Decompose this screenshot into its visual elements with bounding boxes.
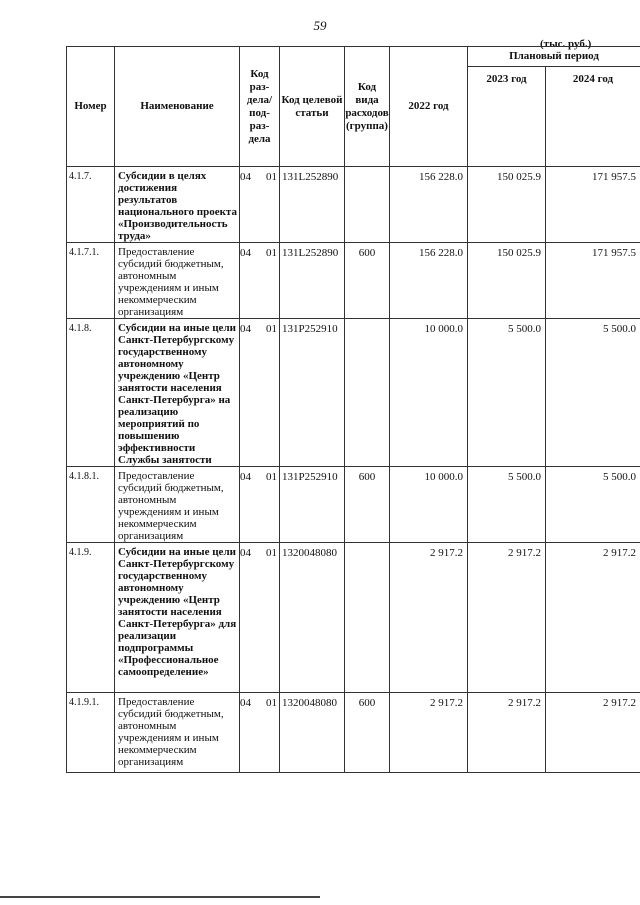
- footer-rule: [0, 896, 320, 898]
- row-value-2023: 2 917.2: [468, 543, 546, 693]
- row-value-2024: 2 917.2: [546, 543, 640, 693]
- row-number: 4.1.8.1.: [67, 467, 115, 543]
- row-expense-code: 600: [345, 693, 390, 773]
- table-row: [67, 243, 640, 319]
- page-number: 59: [313, 18, 327, 33]
- row-expense-code: [345, 319, 390, 467]
- header-2022: 2022 год: [390, 47, 468, 167]
- budget-table: [66, 46, 640, 773]
- table-row: [67, 543, 640, 693]
- row-expense-code: [345, 543, 390, 693]
- row-value-2022: 10 000.0: [390, 319, 468, 467]
- row-value-2022: 2 917.2: [390, 693, 468, 773]
- row-number: 4.1.7.1.: [67, 243, 115, 319]
- table-header: [67, 47, 640, 167]
- row-value-2024: 171 957.5: [546, 167, 640, 243]
- row-value-2022: 156 228.0: [390, 167, 468, 243]
- row-value-2023: 2 917.2: [468, 693, 546, 773]
- row-number: 4.1.9.: [67, 543, 115, 693]
- row-subsection: 01: [266, 247, 277, 259]
- row-target-code: 131P252910: [280, 467, 345, 543]
- row-value-2022: 156 228.0: [390, 243, 468, 319]
- row-value-2022: 2 917.2: [390, 543, 468, 693]
- table-row: [67, 467, 640, 543]
- row-target-code: 131P252910: [280, 319, 345, 467]
- row-value-2023: 5 500.0: [468, 319, 546, 467]
- row-section: 04: [240, 697, 251, 709]
- header-2024: 2024 год: [546, 67, 640, 167]
- row-section: 04: [240, 247, 251, 259]
- row-section: 04: [240, 471, 251, 483]
- row-name: Субсидии на иные цели Санкт-Петербургскому государственному автономному учреждению «Центр занятости населения Санкт-Петербурга» для реализации подпрограммы «Профессиональное самоопределение»: [115, 543, 240, 693]
- row-expense-code: 600: [345, 467, 390, 543]
- row-target-code: 1320048080: [280, 543, 345, 693]
- row-subsection: 01: [266, 471, 277, 483]
- row-value-2023: 150 025.9: [468, 243, 546, 319]
- row-section-cell: [240, 243, 280, 319]
- row-name: Предоставление субсидий бюджетным, автономным учреждениям и иным некоммерческим организациям: [115, 467, 240, 543]
- row-section: 04: [240, 547, 251, 559]
- table-row: [67, 319, 640, 467]
- row-target-code: 131L252890: [280, 243, 345, 319]
- row-expense-code: [345, 167, 390, 243]
- row-subsection: 01: [266, 697, 277, 709]
- header-planned: Плановый период: [468, 47, 640, 67]
- row-section: 04: [240, 323, 251, 335]
- row-value-2024: 171 957.5: [546, 243, 640, 319]
- row-value-2024: 2 917.2: [546, 693, 640, 773]
- row-section-cell: [240, 319, 280, 467]
- header-target: Код целевой статьи: [280, 47, 345, 167]
- row-section-cell: [240, 167, 280, 243]
- row-value-2022: 10 000.0: [390, 467, 468, 543]
- row-expense-code: 600: [345, 243, 390, 319]
- row-subsection: 01: [266, 323, 277, 335]
- table-body: [67, 167, 640, 773]
- row-subsection: 01: [266, 547, 277, 559]
- row-value-2023: 150 025.9: [468, 167, 546, 243]
- header-expense: Код вида расходов (группа): [345, 47, 390, 167]
- row-name: Субсидии в целях достижения результатов национального проекта «Производительность труда»: [115, 167, 240, 243]
- row-name: Предоставление субсидий бюджетным, автономным учреждениям и иным некоммерческим организациям: [115, 693, 240, 773]
- row-subsection: 01: [266, 171, 277, 183]
- row-value-2023: 5 500.0: [468, 467, 546, 543]
- row-name: Субсидии на иные цели Санкт-Петербургскому государственному автономному учреждению «Центр занятости населения Санкт-Петербурга» на реализацию мероприятий по повышению эффективности Службы занятости: [115, 319, 240, 467]
- header-name: Наименование: [115, 47, 240, 167]
- row-value-2024: 5 500.0: [546, 467, 640, 543]
- row-value-2024: 5 500.0: [546, 319, 640, 467]
- row-target-code: 1320048080: [280, 693, 345, 773]
- table-row: [67, 167, 640, 243]
- header-section: Код раз-дела/ под-раз-дела: [240, 47, 280, 167]
- row-number: 4.1.7.: [67, 167, 115, 243]
- row-section: 04: [240, 171, 251, 183]
- row-section-cell: [240, 467, 280, 543]
- header-number: Номер: [67, 47, 115, 167]
- header-2023: 2023 год: [468, 67, 546, 167]
- row-target-code: 131L252890: [280, 167, 345, 243]
- row-number: 4.1.9.1.: [67, 693, 115, 773]
- table-row: [67, 693, 640, 773]
- row-name: Предоставление субсидий бюджетным, автономным учреждениям и иным некоммерческим организациям: [115, 243, 240, 319]
- row-section-cell: [240, 543, 280, 693]
- row-section-cell: [240, 693, 280, 773]
- units-label: (тыс. руб.): [540, 38, 592, 50]
- row-number: 4.1.8.: [67, 319, 115, 467]
